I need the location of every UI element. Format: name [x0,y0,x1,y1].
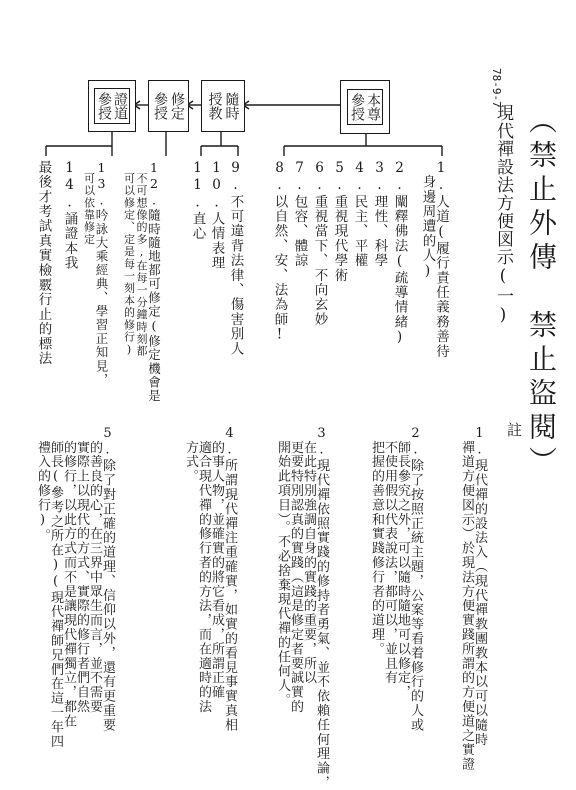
box-samadhi [148,80,189,132]
item-5: 5.重視現代學術 [331,160,348,283]
item-2: 2.闡釋佛法(疏導情緒) [391,160,408,347]
box-anytime-line-2: 授教 [206,92,223,120]
item-14: 14.誦證本我 [61,160,78,271]
item-12: 12.隨時隨地都可修定(修定機會是 不可想像的多,在每一分鐘時刻都 可以修定、定是每一刻本的修行) [122,160,162,403]
box-samadhi-line-2: 參授 [152,92,168,120]
box-main-line-2: 參授 [349,93,365,121]
box-samadhi-line-1: 修定 [169,92,185,120]
note-2: 2.除了按照正統主題，公案等看着修行的人或 師長參究之外，可以隨時隨地可以修定， 不使用假以代表說法，都可以，並且有 把握的善意和實踐修行者的道理。 [369,426,423,733]
diagram-subtitle: 現代禪設法方便図示(一) [493,104,513,326]
note-1: 1.現代禪的設法入（現代禪教團教本以可以隨時 禪道方便図示）於現法方便實踐所謂的方便道之實證 [459,426,487,772]
diagram-title: （禁止外傳 禁止盜閱） [525,106,558,480]
box-realization-line-2: 參授 [96,92,112,120]
item-11: 11.直心 [189,160,206,241]
box-main-method [340,80,390,134]
item-9: 9.不可違背法律、傷害別人 [227,160,244,357]
item-8: 8.以自然、安、法為師! [271,160,288,344]
item-7: 7.包容、體諒 [291,160,308,268]
item-3: 3.理性、科學 [371,160,388,268]
item-15: 最後才考試真實檢覈行止的標法 [35,160,52,366]
note-4: 4.所謂現代禪注重確實，如實的看見事實真相 的事人物，並確實的將它看成，所謂正確 適合現代禪的修行者的方法，而在適時的法 方式。 [183,426,237,733]
note-5: 5.除了對正確的道理、信仰以外，還有更重要 的善良的心，在三界中眾生而言，並不需要 實際上以現代的方式、實際的修行者們自然 的修行，以此方式而不是讓現代禪獨立，都在 師長(參考之所在)(現代禪師兄們在這一年四 禮入的修行)。 [35,426,115,749]
page-number: 78-9-7 [490,68,503,108]
item-4: 4.民主、平權 [351,160,368,268]
box-anytime-teaching [201,80,245,132]
notes-label: 註 [505,422,523,439]
item-13: 13.吟詠大乘經典、學習正知見， 可以依靠修定 [82,160,109,387]
box-realization [88,80,136,132]
item-1: 1.人道(履行責任義務善待 身邊周遭的人) [419,160,449,359]
box-realization-inner [94,88,130,124]
note-3: 3.現代禪依照實踐的修持者勇氣、並不依賴任何理論， 在此特別強調自身的實踐的重要，所以 更要特別認真的實踐（這是修定者要誠實的 開始此項目）。不必捨棄現代禪的任何人。 [275,426,329,790]
box-realization-line-1: 證道 [112,92,128,120]
item-6: 6.重視當下、不向玄妙 [311,160,328,327]
item-10: 10.人情表理 [208,160,225,271]
box-main-method-inner [347,89,383,125]
box-main-line-1: 本尊 [365,93,381,121]
box-anytime-line-1: 隨時 [223,92,240,120]
